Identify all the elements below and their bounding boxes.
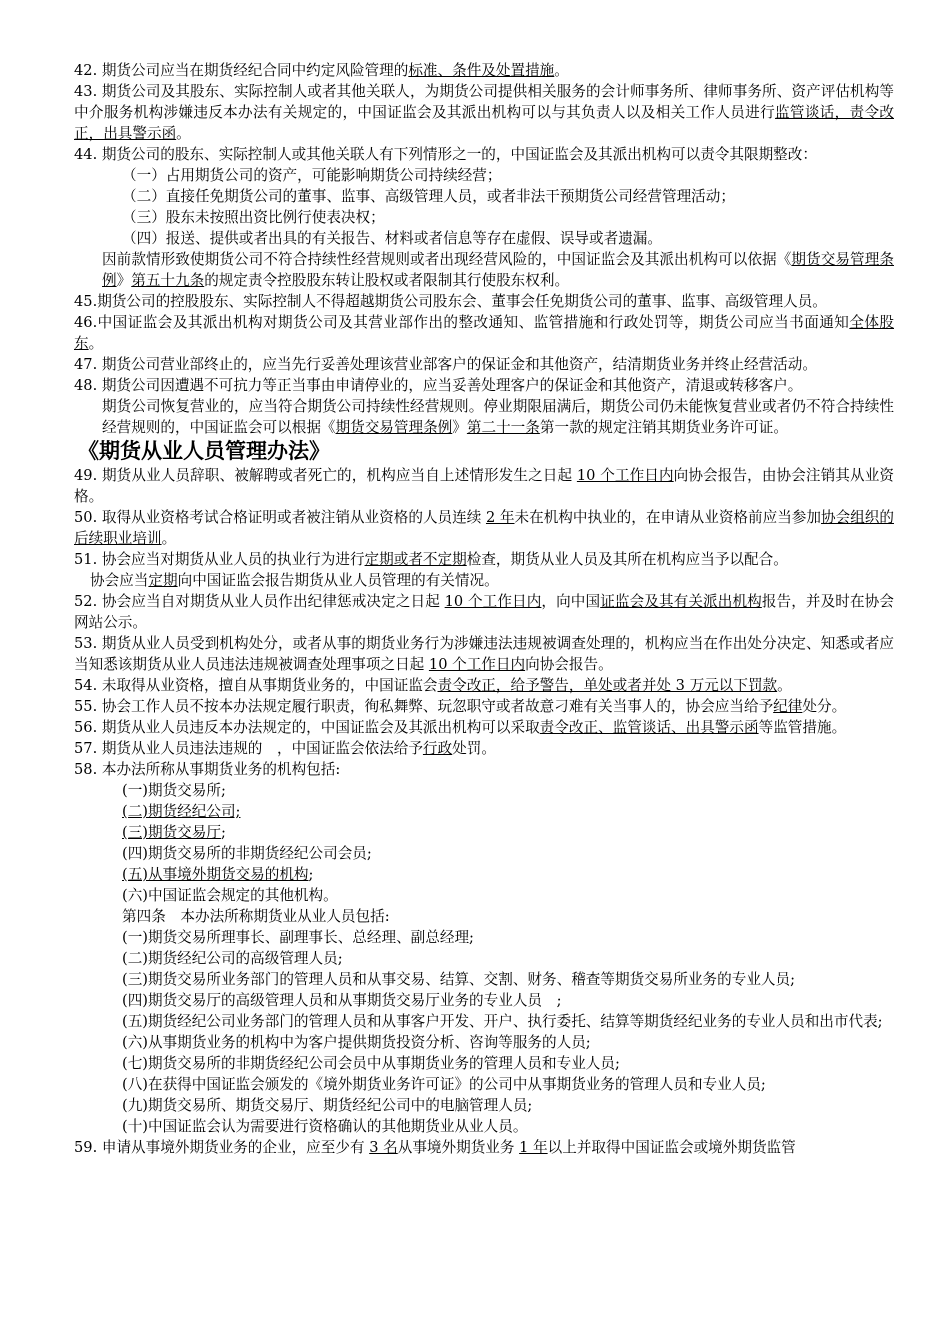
paragraph-p58-17	[74, 1116, 894, 1137]
text-run: 《期货从业人员管理办法》	[78, 439, 330, 463]
paragraph-p48	[74, 375, 894, 396]
text-run: 43. 期货公司及其股东、实际控制人或者其他关联人，为期货公司提供相关服务的会计师事务所、律师事务所、资产评估机构等中介服务机构涉嫌违反本办法有关规定的，中国证监会及其派出机构可以与其负责人以及相关工作人员进行	[74, 83, 894, 121]
paragraph-p46	[74, 312, 894, 354]
text-run: （一）占用期货公司的资产，可能影响期货公司持续经营；	[122, 167, 502, 184]
text-run: (四)期货交易厅的高级管理人员和从事期货交易厅业务的专业人员 ;	[122, 992, 562, 1009]
underlined-text: 标准、条件及处置措施	[408, 62, 555, 79]
paragraph-p58-10	[74, 969, 894, 990]
text-run: 因前款情形致使期货公司不符合持续性经营规则或者出现经营风险的，中国证监会及其派出机构可以依据《	[102, 251, 792, 268]
underlined-text: 监管谈话，责令改正，出具警示函	[74, 104, 894, 142]
paragraph-p58-8	[74, 927, 894, 948]
paragraph-p44-4	[74, 228, 894, 249]
paragraph-p58-1	[74, 780, 894, 801]
text-run: 。	[88, 335, 104, 352]
underlined-text: 1 年	[519, 1139, 548, 1156]
paragraph-p57	[74, 738, 894, 759]
text-run: 向中国证监会报告期货从业人员管理的有关情况。	[177, 572, 499, 589]
paragraph-p58-6	[74, 885, 894, 906]
paragraph-p53	[74, 633, 894, 675]
text-run: (四)期货交易所的非期货经纪公司会员;	[122, 845, 372, 862]
underlined-text: 定期或者不定期	[364, 551, 467, 568]
paragraph-p43	[74, 81, 894, 144]
paragraph-p56	[74, 717, 894, 738]
text-run: 第四条 本办法所称期货业从业人员包括:	[122, 908, 390, 925]
text-run: 向协会报告，由协会注销其从业资格。	[74, 467, 894, 505]
paragraph-p47	[74, 354, 894, 375]
text-run: （二）直接任免期货公司的董事、监事、高级管理人员，或者非法干预期货公司经营管理活动；	[122, 188, 735, 205]
text-run: 。	[161, 530, 177, 547]
text-run: ;	[308, 866, 314, 883]
text-run: (七)期货交易所的非期货经纪公司会员中从事期货业务的管理人员和专业人员;	[122, 1055, 620, 1072]
underlined-text: 责令改正，给予警告，单处或者并处 3 万元以下罚款	[437, 677, 778, 694]
text-run: (五)期货经纪公司业务部门的管理人员和从事客户开发、开户、执行委托、结算等期货经纪业务的专业人员和出市代表;	[122, 1013, 883, 1030]
paragraph-p42	[74, 60, 894, 81]
underlined-text: 证监会及其有关派出机构	[600, 593, 762, 610]
text-run: ;	[220, 824, 226, 841]
paragraph-p45	[74, 291, 894, 312]
paragraph-p58-14	[74, 1053, 894, 1074]
underlined-text: 纪律	[773, 698, 803, 715]
underlined-text: 责令改正、监管谈话、出具警示函	[539, 719, 759, 736]
paragraph-p58-13	[74, 1032, 894, 1053]
text-run: 从事境外期货业务	[397, 1139, 520, 1156]
text-run: 45.期货公司的控股股东、实际控制人不得超越期货公司股东会、董事会任免期货公司的董事、监事、高级管理人员。	[74, 293, 827, 310]
text-run: 。	[777, 677, 792, 694]
text-run: 55. 协会工作人员不按本办法规定履行职责，徇私舞弊、玩忽职守或者故意刁难有关当事人的，协会应当给予	[74, 698, 774, 715]
text-run: 向协会报告。	[525, 656, 613, 673]
paragraph-p44-5	[74, 249, 894, 291]
paragraph-p58-3	[74, 822, 894, 843]
text-run: 48. 期货公司因遭遇不可抗力等正当事由申请停业的，应当妥善处理客户的保证金和其他资产，清退或转移客户。	[74, 377, 803, 394]
document-page	[74, 60, 894, 1158]
paragraph-p50	[74, 507, 894, 549]
text-run: 未在机构中执业的，在申请从业资格前应当参加	[514, 509, 821, 526]
underlined-text: 期货交易管理条例	[102, 251, 894, 289]
text-run: 的规定责令控股股东转让股权或者限制其行使股东权利。	[204, 272, 570, 289]
text-run: (一)期货交易所;	[122, 782, 226, 799]
text-run: 51. 协会应当对期货从业人员的执业行为进行	[74, 551, 365, 568]
paragraph-p58-16	[74, 1095, 894, 1116]
paragraph-p58-4	[74, 843, 894, 864]
text-run: （三）股东未按照出资比例行使表决权；	[122, 209, 385, 226]
text-run: 以上并取得中国证监会或境外期货监管	[547, 1139, 796, 1156]
text-run: 等监管措施。	[758, 719, 847, 736]
text-run: 处分。	[802, 698, 847, 715]
underlined-text: 定期	[148, 572, 178, 589]
text-run: (六)从事期货业务的机构中为客户提供期货投资分析、咨询等服务的人员;	[122, 1034, 591, 1051]
paragraph-p55	[74, 696, 894, 717]
paragraph-p58-9	[74, 948, 894, 969]
text-run: (九)期货交易所、期货交易厅、期货经纪公司中的电脑管理人员;	[122, 1097, 533, 1114]
section-heading	[74, 438, 894, 465]
text-run: （四）报送、提供或者出具的有关报告、材料或者信息等存在虚假、误导或者遗漏。	[122, 230, 662, 247]
text-run: 54. 未取得从业资格，擅自从事期货业务的，中国证监会	[74, 677, 438, 694]
text-run: ，向中国	[541, 593, 601, 610]
underlined-text: 行政	[422, 740, 453, 757]
text-run: (一)期货交易所理事长、副理事长、总经理、副总经理;	[122, 929, 474, 946]
text-run: 50. 取得从业资格考试合格证明或者被注销从业资格的人员连续	[74, 509, 486, 526]
paragraph-p44-1	[74, 165, 894, 186]
underlined-text: (三)期货交易厅	[122, 824, 221, 841]
underlined-text: 第二十一条	[466, 419, 540, 436]
text-run: 》	[452, 419, 467, 436]
paragraph-p58-15	[74, 1074, 894, 1095]
text-run: 期货公司恢复营业的，应当符合期货公司持续性经营规则。停业期限届满后，期货公司仍未能恢复营业或者仍不符合持续性经营规则的，中国证监会可以根据《	[102, 398, 894, 436]
text-run: 56. 期货从业人员违反本办法规定的，中国证监会及其派出机构可以采取	[74, 719, 540, 736]
paragraph-p44-3	[74, 207, 894, 228]
text-run: 第一款的规定注销其期货业务许可证。	[539, 419, 788, 436]
paragraph-p54	[74, 675, 894, 696]
text-run: 47. 期货公司营业部终止的，应当先行妥善处理该营业部客户的保证金和其他资产，结清期货业务并终止经营活动。	[74, 356, 817, 373]
underlined-text: 第五十九条	[131, 272, 205, 289]
text-run: (十)中国证监会认为需要进行资格确认的其他期货业从业人员。	[122, 1118, 528, 1135]
paragraph-p58	[74, 759, 894, 780]
paragraph-p58-11	[74, 990, 894, 1011]
paragraph-p44	[74, 144, 894, 165]
underlined-text: 3 名	[369, 1139, 398, 1156]
paragraph-p48-1	[74, 396, 894, 438]
underlined-text: 协会组织的后续职业培训	[74, 509, 894, 547]
text-run: 》	[116, 272, 132, 289]
text-run: 。	[554, 62, 569, 79]
paragraph-p52	[74, 591, 894, 633]
paragraph-p51	[74, 549, 894, 570]
text-run: (二)期货经纪公司的高级管理人员;	[122, 950, 343, 967]
paragraph-p51-1	[74, 570, 894, 591]
paragraph-p58-7	[74, 906, 894, 927]
paragraph-p58-2	[74, 801, 894, 822]
text-run: 58. 本办法所称从事期货业务的机构包括:	[74, 761, 341, 778]
underlined-text: 10 个工作日内	[444, 593, 542, 610]
underlined-text: 10 个工作日内	[576, 467, 674, 484]
text-run: 53. 期货从业人员受到机构处分，或者从事的期货业务行为涉嫌违法违规被调查处理的，机构应当在作出处分决定、知悉或者应当知悉该期货从业人员违法违规被调查处理事项之日起	[74, 635, 894, 673]
text-run: 处罚。	[452, 740, 496, 757]
text-run: 57. 期货从业人员违法违规的 ，中国证监会依法给予	[74, 740, 423, 757]
paragraph-p49	[74, 465, 894, 507]
text-run: (三)期货交易所业务部门的管理人员和从事交易、结算、交割、财务、稽查等期货交易所业务的专业人员;	[122, 971, 796, 988]
text-run: 44. 期货公司的股东、实际控制人或其他关联人有下列情形之一的，中国证监会及其派出机构可以责令其限期整改：	[74, 146, 817, 163]
paragraph-p58-5	[74, 864, 894, 885]
underlined-text: 10 个工作日内	[428, 656, 526, 673]
underlined-text: 全体股东	[74, 314, 894, 352]
paragraph-p44-2	[74, 186, 894, 207]
underlined-text: 期货交易管理条例	[335, 419, 453, 436]
underlined-text: 2 年	[485, 509, 515, 526]
paragraph-p59	[74, 1137, 894, 1158]
paragraph-p58-12	[74, 1011, 894, 1032]
text-run: 检查，期货从业人员及其所在机构应当予以配合。	[466, 551, 788, 568]
text-run: 59. 申请从事境外期货业务的企业，应至少有	[74, 1139, 370, 1156]
text-run: 49. 期货从业人员辞职、被解聘或者死亡的，机构应当自上述情形发生之日起	[74, 467, 577, 484]
text-run: 52. 协会应当自对期货从业人员作出纪律惩戒决定之日起	[74, 593, 445, 610]
text-run: (八)在获得中国证监会颁发的《境外期货业务许可证》的公司中从事期货业务的管理人员和专业人员;	[122, 1076, 766, 1093]
text-run: 协会应当	[90, 572, 149, 589]
underlined-text: (二)期货经纪公司;	[122, 803, 241, 820]
text-run: 42. 期货公司应当在期货经纪合同中约定风险管理的	[74, 62, 409, 79]
underlined-text: (五)从事境外期货交易的机构	[122, 866, 309, 883]
text-run: 46.中国证监会及其派出机构对期货公司及其营业部作出的整改通知、监管措施和行政处罚等，期货公司应当书面通知	[74, 314, 850, 331]
text-run: 报告，并及时在协会网站公示。	[74, 593, 894, 631]
text-run: (六)中国证监会规定的其他机构。	[122, 887, 338, 904]
text-run: 。	[176, 125, 191, 142]
